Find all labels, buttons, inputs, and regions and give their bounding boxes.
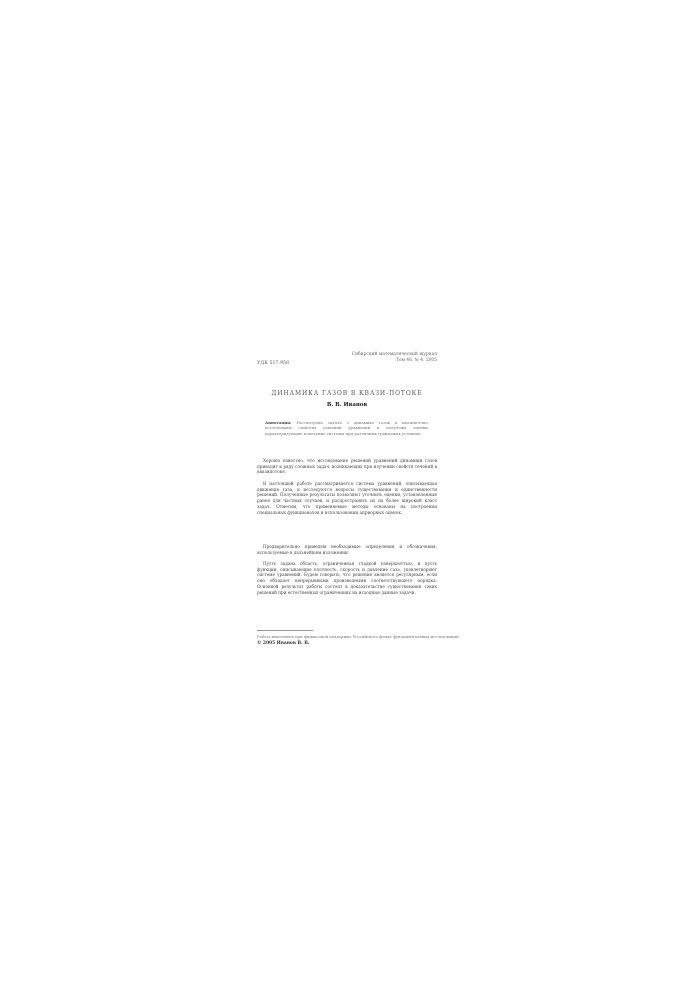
footnote-rule bbox=[257, 630, 313, 631]
abstract-text: Рассмотрена задача о динамике газов в квазипотоке, исследованы свойства решений уравнений и получены оценки, характеризующие поведение системы при различных граничных условиях. bbox=[265, 420, 429, 436]
abstract-label: Аннотация: bbox=[265, 420, 292, 425]
article-body bbox=[257, 458, 437, 624]
paragraph-4: Пусть задана область, ограниченная гладкой поверхностью, и пусть функции, описывающие плотность, скорость и давление газа, удовлетворяют системе уравнений. Будем говорить, что решение является регулярным, если оно обладает непрерывными производными соответствующего порядка. Основной результат работы состоит в доказательстве существования таких решений при естественных ограничениях на исходные данные задачи. bbox=[257, 561, 437, 595]
journal-reference bbox=[347, 352, 437, 363]
article-title: ДИНАМИКА ГАЗОВ В КВАЗИ-ПОТОКЕ bbox=[271, 390, 423, 397]
udc-code: УДК 517.958 bbox=[257, 361, 290, 366]
paragraph-2: В настоящей работе рассматривается система уравнений, описывающая движение газа, и исследуются вопросы существования и единственности решений. Полученные результаты позволяют уточнить оценки, установленные ранее для частных случаев, и распространить их на более широкий класс задач. Отметим, что применяемые методы основаны на построении специальных функционалов и использовании априорных оценок. bbox=[257, 481, 437, 515]
text-column bbox=[257, 352, 460, 646]
paragraph-1: Хорошо известно, что исследование решений уравнений динамики газов приводит к ряду сложных задач, возникающих при изучении свойств течений в квазипотоке. bbox=[257, 458, 437, 475]
journal-name: Сибирский математический журнал bbox=[351, 352, 437, 357]
running-head bbox=[257, 352, 437, 368]
abstract bbox=[265, 420, 429, 447]
article-author: В. В. Иванов bbox=[326, 402, 368, 408]
copyright-line: © 2005 Иванов В. В. bbox=[257, 641, 310, 646]
journal-volume: Том 46, № 4, 2005 bbox=[395, 357, 437, 363]
paragraph-3: Предварительно приведем необходимые определения и обозначения, используемые в дальнейшем изложении. bbox=[257, 544, 437, 555]
footnote-text: Работа выполнена при финансовой поддержке Российского фонда фундаментальных исследований. bbox=[257, 634, 460, 639]
